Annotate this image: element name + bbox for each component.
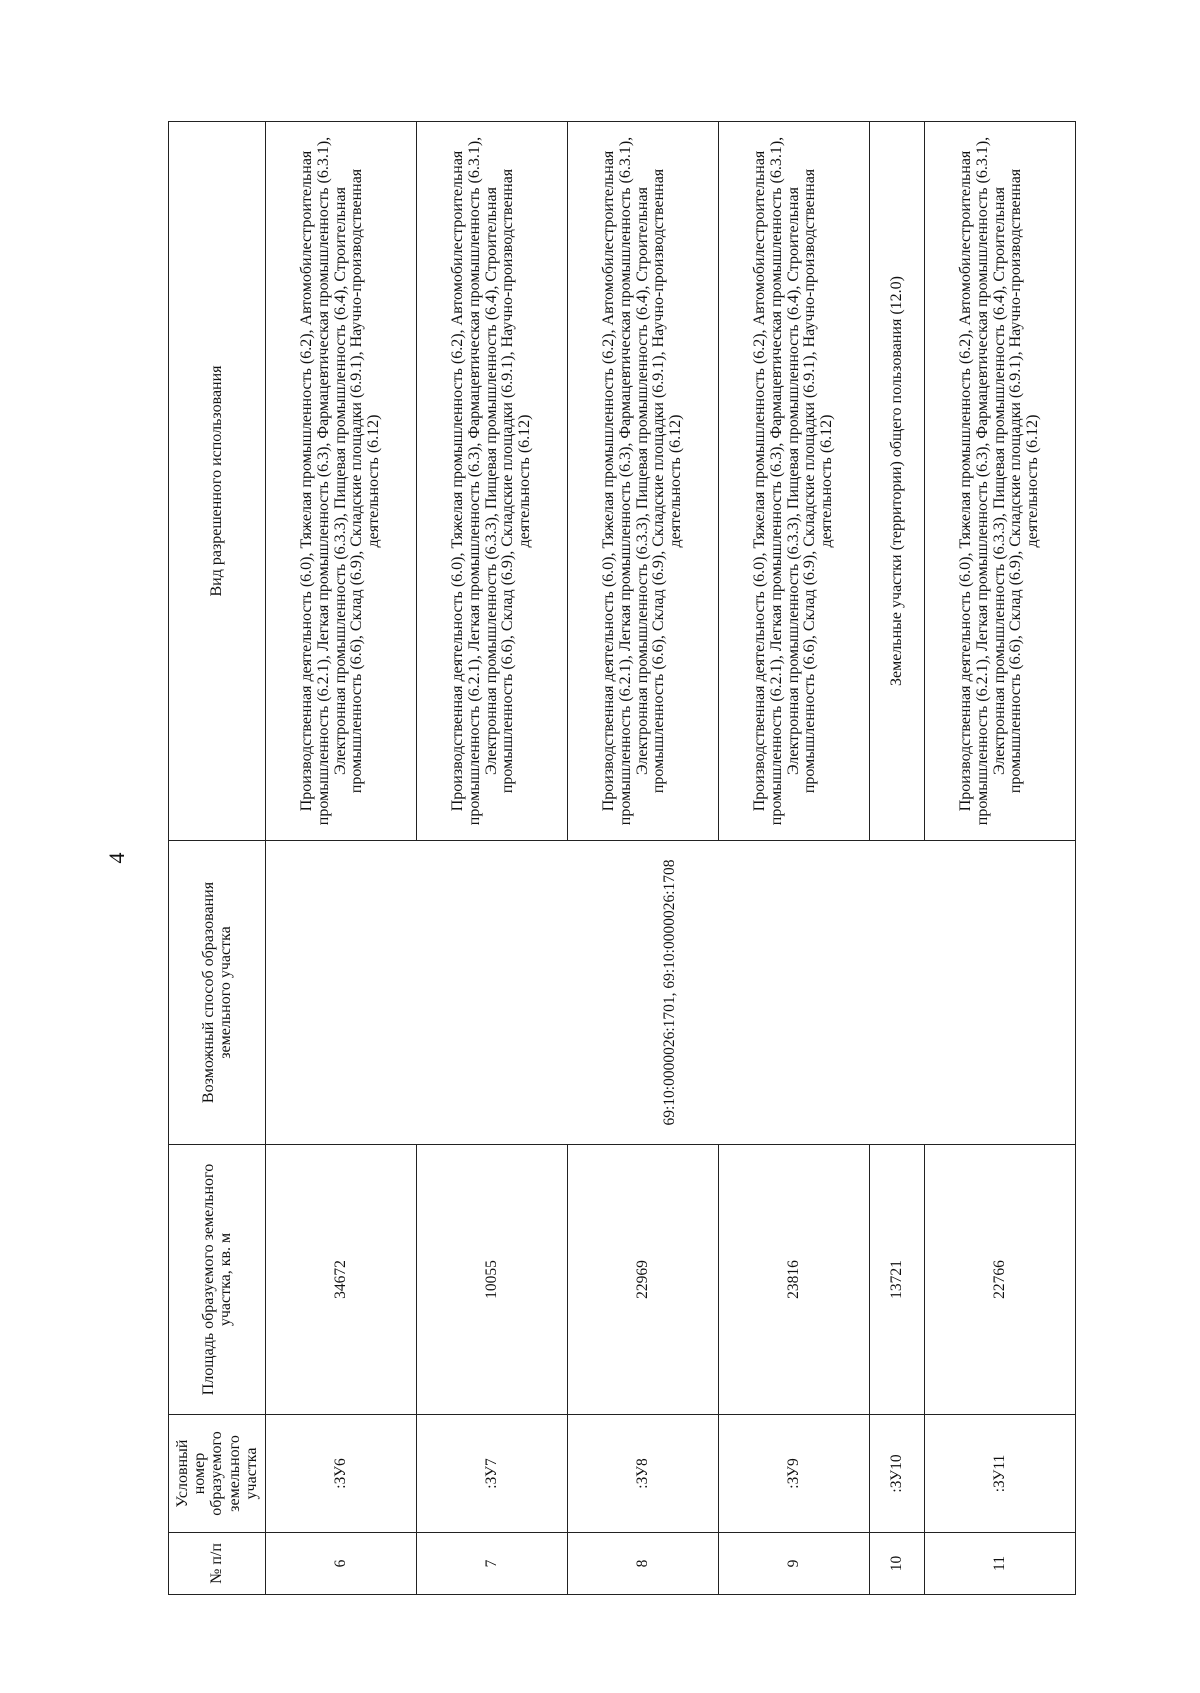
cell-method: 69:10:0000026:1701, 69:10:0000026:1708 xyxy=(266,841,1076,1145)
header-method: Возможный способ образования земельного участка xyxy=(169,841,266,1145)
cell-use: Производственная деятельность (6.0), Тяжелая промышленность (6.2), Автомобилестроительная промышленность (6.2.1), Легкая промышленность (6.3), Фармацевтическая промышленность (6.3.1), Электронная промышленность (6.3.3), Пищевая промышленность (6.4), Строительная промышленность (6.6), Склад (6.9), Складские площадки (6.9.1), Научно-производственная деятельность (6.12) xyxy=(719,122,870,841)
cell-use: Производственная деятельность (6.0), Тяжелая промышленность (6.2), Автомобилестроительная промышленность (6.2.1), Легкая промышленность (6.3), Фармацевтическая промышленность (6.3.1), Электронная промышленность (6.3.3), Пищевая промышленность (6.4), Строительная промышленность (6.6), Склад (6.9), Складские площадки (6.9.1), Научно-производственная деятельность (6.12) xyxy=(266,122,417,841)
cell-num: 10 xyxy=(870,1533,925,1595)
cell-cond-number: :ЗУ10 xyxy=(870,1415,925,1533)
cell-area: 22969 xyxy=(568,1145,719,1415)
cell-cond-number: :ЗУ11 xyxy=(925,1415,1076,1533)
cell-area: 34672 xyxy=(266,1145,417,1415)
page-number: 4 xyxy=(104,852,129,864)
cell-num: 9 xyxy=(719,1533,870,1595)
cell-use: Земельные участки (территории) общего пользования (12.0) xyxy=(870,122,925,841)
cell-num: 7 xyxy=(417,1533,568,1595)
table-row xyxy=(266,122,417,1595)
cell-area: 10055 xyxy=(417,1145,568,1415)
table-container xyxy=(168,121,1070,1595)
cell-cond-number: :ЗУ9 xyxy=(719,1415,870,1533)
cell-use: Производственная деятельность (6.0), Тяжелая промышленность (6.2), Автомобилестроительная промышленность (6.2.1), Легкая промышленность (6.3), Фармацевтическая промышленность (6.3.1), Электронная промышленность (6.3.3), Пищевая промышленность (6.4), Строительная промышленность (6.6), Склад (6.9), Складские площадки (6.9.1), Научно-производственная деятельность (6.12) xyxy=(417,122,568,841)
cell-area: 23816 xyxy=(719,1145,870,1415)
cell-use: Производственная деятельность (6.0), Тяжелая промышленность (6.2), Автомобилестроительная промышленность (6.2.1), Легкая промышленность (6.3), Фармацевтическая промышленность (6.3.1), Электронная промышленность (6.3.3), Пищевая промышленность (6.4), Строительная промышленность (6.6), Склад (6.9), Складские площадки (6.9.1), Научно-производственная деятельность (6.12) xyxy=(568,122,719,841)
cell-num: 11 xyxy=(925,1533,1076,1595)
cell-use: Производственная деятельность (6.0), Тяжелая промышленность (6.2), Автомобилестроительная промышленность (6.2.1), Легкая промышленность (6.3), Фармацевтическая промышленность (6.3.1), Электронная промышленность (6.3.3), Пищевая промышленность (6.4), Строительная промышленность (6.6), Склад (6.9), Складские площадки (6.9.1), Научно-производственная деятельность (6.12) xyxy=(925,122,1076,841)
cell-cond-number: :ЗУ8 xyxy=(568,1415,719,1533)
cell-cond-number: :ЗУ6 xyxy=(266,1415,417,1533)
cell-num: 6 xyxy=(266,1533,417,1595)
header-use: Вид разрешенного использования xyxy=(169,122,266,841)
header-area: Площадь образуемого земельного участка, кв. м xyxy=(169,1145,266,1415)
cell-num: 8 xyxy=(568,1533,719,1595)
cell-area: 13721 xyxy=(870,1145,925,1415)
table-header-row xyxy=(169,122,266,1595)
header-cond-number: Условный номер образуемого земельного участка xyxy=(169,1415,266,1533)
land-plots-table xyxy=(168,121,1076,1595)
cell-area: 22766 xyxy=(925,1145,1076,1415)
cell-cond-number: :ЗУ7 xyxy=(417,1415,568,1533)
header-num: № п/п xyxy=(169,1533,266,1595)
